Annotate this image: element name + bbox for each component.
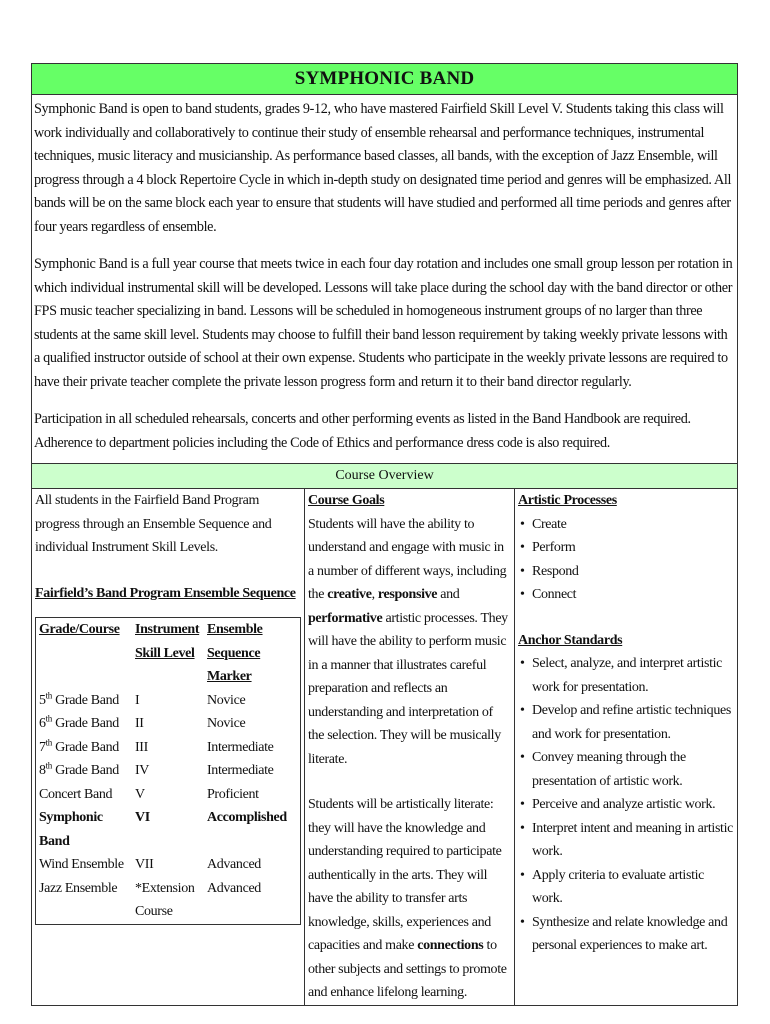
table-row: [36, 783, 301, 807]
course-name: Concert Band: [39, 786, 113, 802]
header-sequence-marker: Ensemble Sequence Marker: [207, 622, 263, 684]
course-name: Symphonic Band: [39, 810, 103, 849]
grade-suffix: th: [45, 713, 52, 724]
goals-text: Students will be artistically literate: they will have the knowledge and understanding required to participate authentically in the arts. They will have the ability to transfer arts knowledge, skills, experiences and capacities and make: [308, 797, 502, 953]
description-paragraph-3: Participation in all scheduled rehearsals, concerts and other performing events as listed in the Band Handbook are required. Adherence to department policies including the Code of Ethics and performance dress code is also required.: [34, 411, 691, 451]
description-paragraph-2: Symphonic Band is a full year course that meets twice in each four day rotation and includes one small group lesson per rotation in which individual instrumental skill will be developed. Lessons will take place during the school day with the band director or other FPS music teacher specializing in band. Lessons will be scheduled in homogeneous instrument groups of no larger than three students at the same skill level. Students may choose to fulfill their band lesson requirement by taking weekly private lessons with a qualified instructor outside of school at their own expense. Students who participate in the weekly private lessons are required to have their private teacher complete the private lesson progress form and return it to their band director regularly.: [34, 256, 733, 390]
goals-paragraph-1: [308, 513, 511, 772]
grade-course-cell: [36, 806, 133, 853]
sequence-marker-cell: Novice: [207, 692, 246, 708]
sequence-marker-cell: Advanced: [207, 880, 261, 896]
grade-suffix: th: [45, 736, 52, 747]
table-row: [36, 712, 301, 736]
anchor-standards-list: [518, 652, 734, 958]
skill-level-cell: VII: [135, 857, 154, 872]
course-goals-column: [304, 489, 514, 1005]
grade-number: 5: [39, 692, 46, 708]
anchor-standard-item: • Select, analyze, and interpret artistic work for presentation.: [518, 652, 734, 699]
table-row: [36, 806, 301, 853]
table-row: [36, 853, 301, 877]
sequence-marker-cell: Intermediate: [207, 763, 274, 778]
anchor-standard-item: • Interpret intent and meaning in artistic work.: [518, 817, 734, 864]
goals-paragraph-2: [308, 793, 511, 1005]
artistic-process-item: • Perform: [518, 536, 734, 560]
course-document: [31, 63, 738, 1006]
goals-text: Students will have the ability to understand and engage with music in a number of different ways, including the: [308, 516, 507, 602]
goal-keyword-connections: connections: [417, 938, 484, 953]
grade-suffix: th: [45, 689, 52, 700]
course-overview-heading: Course Overview: [32, 463, 737, 489]
grade-course-cell: [36, 736, 133, 760]
grade-number: 6: [39, 716, 46, 731]
skill-level-cell: V: [135, 786, 145, 802]
course-overview: [32, 489, 737, 1005]
grade-course-cell: [36, 853, 133, 877]
page-title: SYMPHONIC BAND: [32, 64, 737, 95]
sequence-marker-cell: Proficient: [207, 786, 259, 802]
ensemble-sequence-column: [32, 489, 304, 1005]
grade-number: 8: [39, 763, 46, 778]
anchor-standard-item: • Develop and refine artistic techniques and work for presentation.: [518, 699, 734, 746]
goals-text: to other subjects and settings to promote and enhance lifelong learning.: [308, 938, 507, 1000]
anchor-standard-item: • Convey meaning through the presentation of artistic work.: [518, 746, 734, 793]
table-row: [36, 736, 301, 760]
anchor-standard-item: • Synthesize and relate knowledge and personal experiences to make art.: [518, 911, 734, 958]
artistic-processes-list: [518, 513, 734, 607]
ensemble-sequence-heading: Fairfield’s Band Program Ensemble Sequence: [35, 585, 296, 601]
header-grade-course: Grade/Course: [39, 622, 120, 637]
anchor-standard-item: • Apply criteria to evaluate artistic work.: [518, 864, 734, 911]
artistic-processes-column: [514, 489, 737, 1005]
table-body: [36, 689, 301, 925]
sequence-marker-cell: Intermediate: [207, 739, 274, 755]
sequence-marker-cell: Advanced: [207, 857, 261, 872]
grade-course-cell: [36, 712, 133, 736]
artistic-process-item: • Respond: [518, 560, 734, 584]
artistic-processes-heading: Artistic Processes: [518, 493, 617, 508]
goals-text: artistic processes. They will have the ability to perform music in a manner that illustrates careful preparation and reflects an understanding and interpretation of the selection. They will be musically literate.: [308, 610, 508, 767]
skill-level-cell: *Extension Course: [135, 880, 195, 919]
grade-course-cell: [36, 783, 133, 807]
skill-level-cell: III: [135, 739, 148, 755]
course-name: Grade Band: [51, 763, 119, 778]
grade-course-cell: [36, 877, 133, 925]
description-paragraph-1: Symphonic Band is open to band students, grades 9-12, who have mastered Fairfield Skill Level V. Students taking this class will work individually and collaboratively to continue their study of ensemble rehearsal and performance techniques, instrumental techniques, music literacy and musicianship. As performance based classes, all bands, with the exception of Jazz Ensemble, will progress through a 4 block Repertoire Cycle in which in-depth study on designated time period and genres will be emphasized. All bands will be on the same block each year to ensure that students will have studied and performed all time periods and genres after four years regardless of ensemble.: [34, 101, 732, 235]
table-header-row: [36, 618, 301, 689]
course-name: Grade Band: [51, 739, 119, 755]
anchor-standards-heading: Anchor Standards: [518, 632, 623, 648]
course-goals-heading: Course Goals: [308, 493, 385, 508]
goals-text: ,: [371, 587, 378, 602]
skill-level-cell: I: [135, 692, 140, 708]
progression-intro: All students in the Fairfield Band Program progress through an Ensemble Sequence and individual Instrument Skill Levels.: [35, 493, 272, 555]
goal-keyword-creative: creative: [327, 587, 372, 602]
skill-level-cell: II: [135, 716, 144, 731]
artistic-process-item: • Create: [518, 513, 734, 537]
grade-number: 7: [39, 739, 46, 755]
skill-level-cell: VI: [135, 810, 150, 825]
sequence-marker-cell: Novice: [207, 716, 246, 731]
anchor-standard-item: • Perceive and analyze artistic work.: [518, 793, 734, 817]
sequence-marker-cell: Accomplished: [207, 810, 287, 825]
course-name: Wind Ensemble: [39, 857, 124, 872]
goal-keyword-responsive: responsive: [377, 587, 438, 602]
table-row: [36, 759, 301, 783]
table-row: [36, 689, 301, 713]
course-name: Jazz Ensemble: [39, 880, 118, 896]
grade-course-cell: [36, 689, 133, 713]
course-name: Grade Band: [51, 716, 119, 731]
artistic-process-item: • Connect: [518, 583, 734, 607]
table-row: [36, 877, 301, 925]
course-name: Grade Band: [51, 692, 119, 708]
goal-keyword-performative: performative: [308, 610, 383, 626]
course-description: [32, 95, 737, 463]
skill-level-cell: IV: [135, 763, 150, 778]
grade-course-cell: [36, 759, 133, 783]
header-skill-level: Instrument Skill Level: [135, 622, 200, 661]
grade-suffix: th: [45, 760, 52, 771]
goals-text: and: [437, 587, 460, 602]
ensemble-sequence-table: [35, 617, 301, 925]
